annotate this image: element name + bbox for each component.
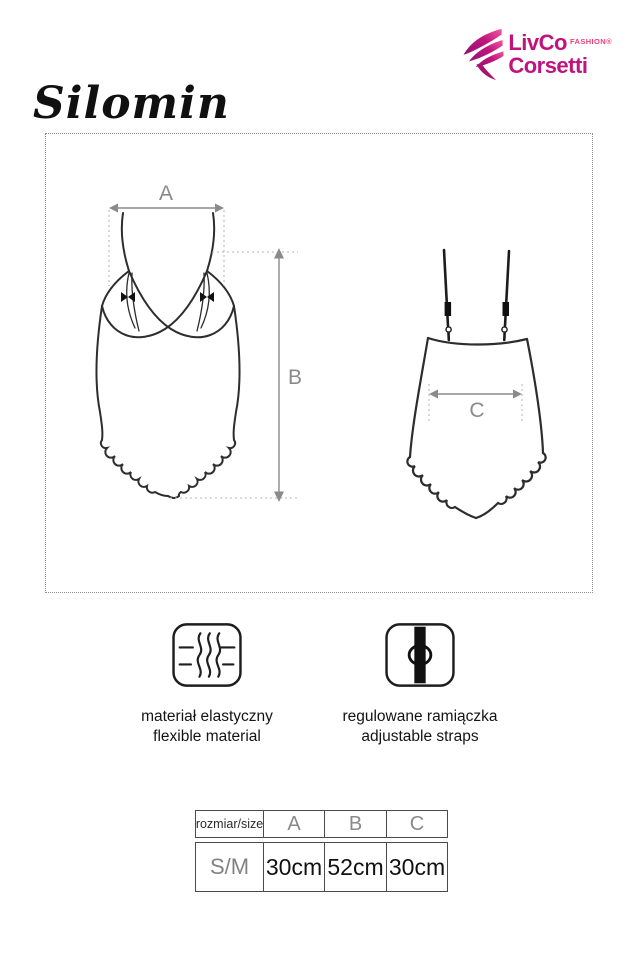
brand-name-bottom: Corsetti bbox=[508, 52, 588, 78]
measurement-b-label: B bbox=[288, 366, 303, 389]
brand-fashion-label: FASHION® bbox=[569, 36, 612, 46]
feature-adjustable-straps bbox=[310, 622, 530, 747]
size-table-header-b: B bbox=[324, 811, 386, 837]
measurement-c-label: C bbox=[469, 399, 485, 422]
bodysuit-back-view bbox=[407, 250, 545, 518]
product-title: Silomin bbox=[33, 78, 230, 129]
size-table-size-value: S/M bbox=[209, 854, 250, 879]
measurement-b-arrow bbox=[170, 248, 302, 502]
bow-icon bbox=[121, 292, 214, 302]
bodysuit-front-view bbox=[96, 213, 239, 498]
flexible-material-icon bbox=[171, 622, 243, 688]
brand-name-top: LivCo bbox=[508, 29, 567, 55]
feature-label-pl: materiał elastyczny bbox=[141, 708, 273, 725]
strap-slider-icon bbox=[445, 302, 509, 316]
size-table-value-c: 30cm bbox=[386, 843, 447, 891]
size-table-header-row bbox=[195, 810, 448, 838]
measurement-a-label: A bbox=[158, 182, 174, 205]
feature-label-pl: regulowane ramiączka bbox=[342, 708, 498, 725]
feature-label-en: flexible material bbox=[153, 728, 261, 745]
feature-flexible-material bbox=[97, 622, 317, 747]
garment-diagram bbox=[46, 134, 592, 592]
feature-label-en: adjustable straps bbox=[361, 728, 479, 745]
wing-swoosh-icon bbox=[460, 27, 506, 81]
size-table-value-b: 52cm bbox=[324, 843, 386, 891]
brand-logo-text bbox=[508, 29, 612, 78]
size-table-value-a: 30cm bbox=[263, 843, 324, 891]
size-table-header-size: rozmiar/size bbox=[195, 817, 264, 831]
brand-logo bbox=[460, 27, 612, 81]
size-table-data-row bbox=[195, 842, 448, 892]
adjustable-straps-icon bbox=[384, 622, 456, 688]
measurement-diagram-box bbox=[45, 133, 593, 593]
size-table-header-a: A bbox=[263, 811, 324, 837]
measurement-c-arrow bbox=[429, 384, 522, 422]
size-table-header-c: C bbox=[386, 811, 447, 837]
